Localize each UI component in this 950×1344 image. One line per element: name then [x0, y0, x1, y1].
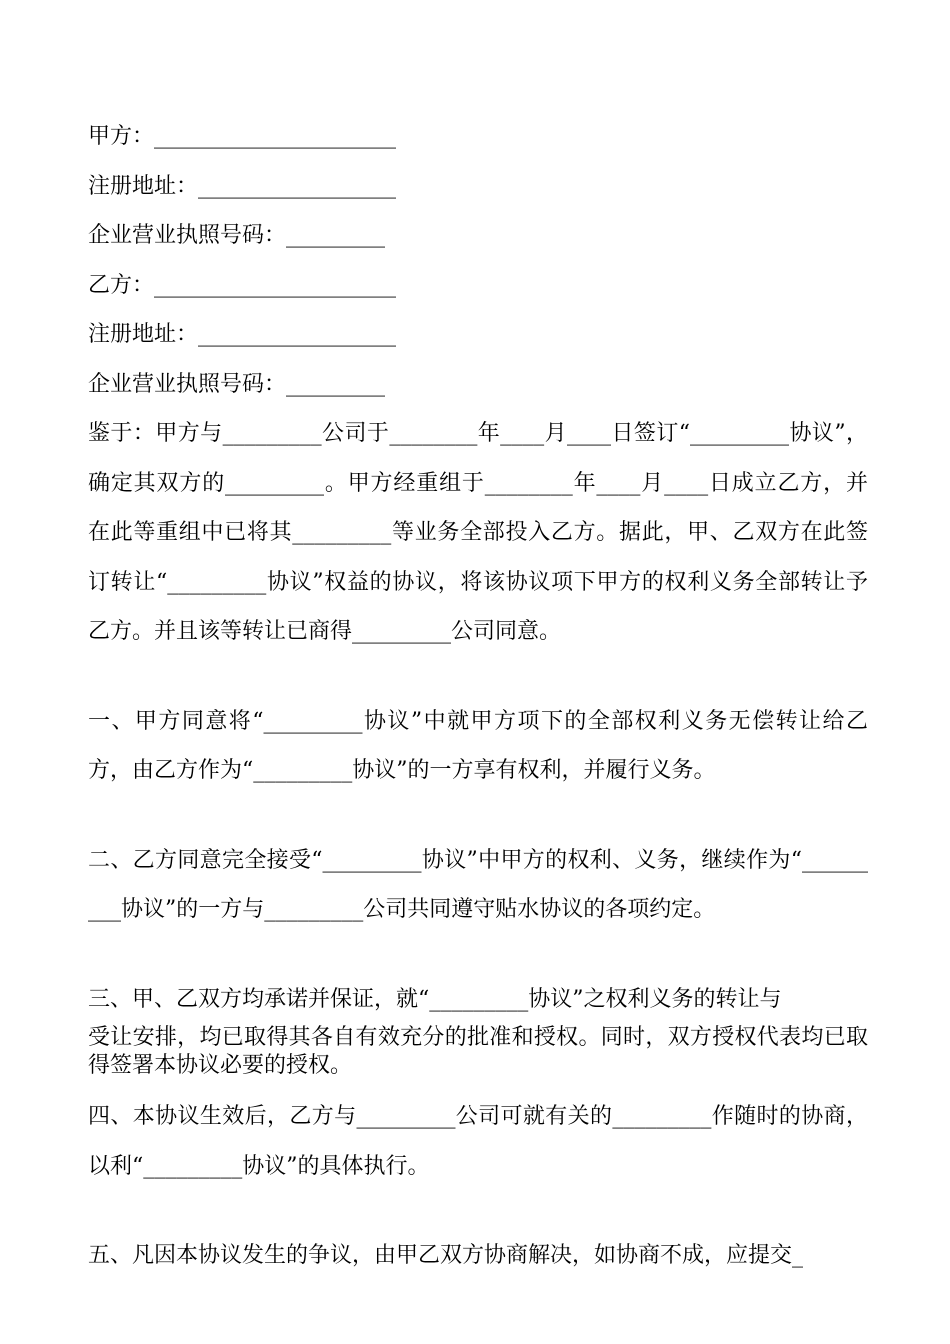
whereas-paragraph: 鉴于：甲方与_________公司于________年____月____日签订“_________协议”，确定其双方的_________。甲方经重组于________年____月____日成立乙方，并在此等重组中已将其_________等业务全部投入乙方。据此，甲、乙双方在此签订转让“_________协议”权益的协议，将该协议项下甲方的权利义务全部转让予乙方。并且该等转让已商得_________公司同意。 [88, 421, 868, 644]
party-b-address-line: 注册地址：__________________ [88, 322, 397, 347]
party-a-license-line: 企业营业执照号码：_________ [88, 223, 386, 248]
clause-5: 五、凡因本协议发生的争议，由甲乙双方协商解决，如协商不成，应提交_ [88, 1243, 804, 1268]
clause-1: 一、甲方同意将“_________协议”中就甲方项下的全部权利义务无偿转让给乙方，由乙方作为“_________协议”的一方享有权利，并履行义务。 [88, 708, 868, 783]
document-page [88, 112, 868, 1281]
clause-4: 四、本协议生效后，乙方与_________公司可就有关的_________作随时的协商，以利“_________协议”的具体执行。 [88, 1104, 868, 1179]
spacer [88, 935, 868, 975]
party-b-license-line: 企业营业执照号码：_________ [88, 371, 386, 397]
clause-3-first-line: 三、甲、乙双方均承诺并保证，就“_________协议”之权利义务的转让与 [88, 986, 782, 1012]
clause-3-rest: 受让安排，均已取得其各自有效充分的批准和授权。同时，双方授权代表均已取得签署本协议必要的授权。 [88, 1025, 868, 1078]
clause-2: 二、乙方同意完全接受“_________协议”中甲方的权利、义务，继续作为“_________协议”的一方与_________公司共同遵守贴水协议的各项约定。 [88, 847, 868, 922]
spacer [88, 657, 868, 697]
spacer [88, 1191, 868, 1231]
party-b-name-line: 乙方：______________________ [88, 272, 397, 298]
spacer [88, 1080, 868, 1092]
party-a-name-line: 甲方：______________________ [88, 124, 397, 149]
party-a-address-line: 注册地址：__________________ [88, 173, 397, 199]
spacer [88, 796, 868, 836]
